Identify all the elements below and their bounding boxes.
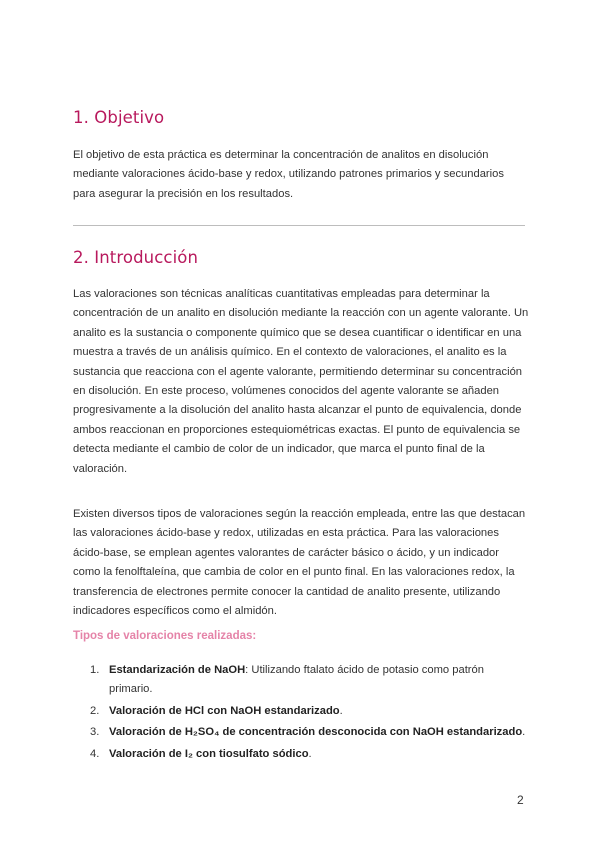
section-heading-objetivo: 1. Objetivo [73,108,165,127]
list-item-number: 1. [90,664,100,676]
list-item [73,702,528,721]
introduccion-paragraph-2: Existen diversos tipos de valoraciones según la reacción empleada, entre las que destacan las valoraciones ácido-base y redox, utilizadas en esta práctica. Para las valoraciones ácido-base, se emplean agentes valorantes de carácter básico o ácido, y un indicador como la fenolftaleína, que cambia de color en el punto final. En las valoraciones redox, la transferencia de electrones permite conocer la cantidad de analito presente, utilizando indicadores específicos como el almidón. [73,508,526,618]
list-item-number: 2. [90,704,100,717]
section-divider [73,225,525,226]
tipos-list [73,661,528,766]
objetivo-paragraph: El objetivo de esta práctica es determinar la concentración de analitos en disolución mediante valoraciones ácido-base y redox, utilizando patrones primarios y secundarios para asegurar la precisión en los resultados. [73,149,504,200]
page-number: 2 [517,793,524,807]
list-item-bold: Valoración de H₂SO₄ de concentración desconocida con NaOH estandarizado [109,726,523,739]
list-item-bold: Valoración de I₂ con tiosulfato sódico [109,747,309,760]
tipos-subheading: Tipos de valoraciones realizadas: [73,630,257,642]
list-item-bold: Estandarización de NaOH [109,664,246,676]
list-item-text: : Utilizando ftalato ácido de potasio como patrón primario. [109,664,484,696]
list-item-text: . [522,726,526,739]
list-item [73,661,528,700]
list-item-text: . [308,747,312,760]
list-item-text: . [339,704,343,717]
list-item [73,723,528,742]
list-item-number: 3. [90,726,100,739]
section-heading-introduccion: 2. Introducción [73,248,199,267]
list-item [73,745,528,764]
list-item-number: 4. [90,747,100,760]
list-item-bold: Valoración de HCl con NaOH estandarizado [109,704,340,717]
introduccion-paragraph-1: Las valoraciones son técnicas analíticas cuantitativas empleadas para determinar la concentración de un analito en disolución mediante la reacción con un agente valorante. Un analito es la sustancia o componente químico que se desea cuantificar o identificar en una muestra a través de un análisis químico. En el contexto de valoraciones, el analito es la sustancia que reacciona con el agente valorante, permitiendo determinar su concentración en disolución. En este proceso, volúmenes conocidos del agente valorante se añaden progresivamente a la disolución del analito hasta alcanzar el punto de equivalencia, donde ambos reaccionan en proporciones estequiométricas exactas. El punto de equivalencia se detecta mediante el cambio de color de un indicador, que marca el punto final de la valoración. [73,288,529,475]
